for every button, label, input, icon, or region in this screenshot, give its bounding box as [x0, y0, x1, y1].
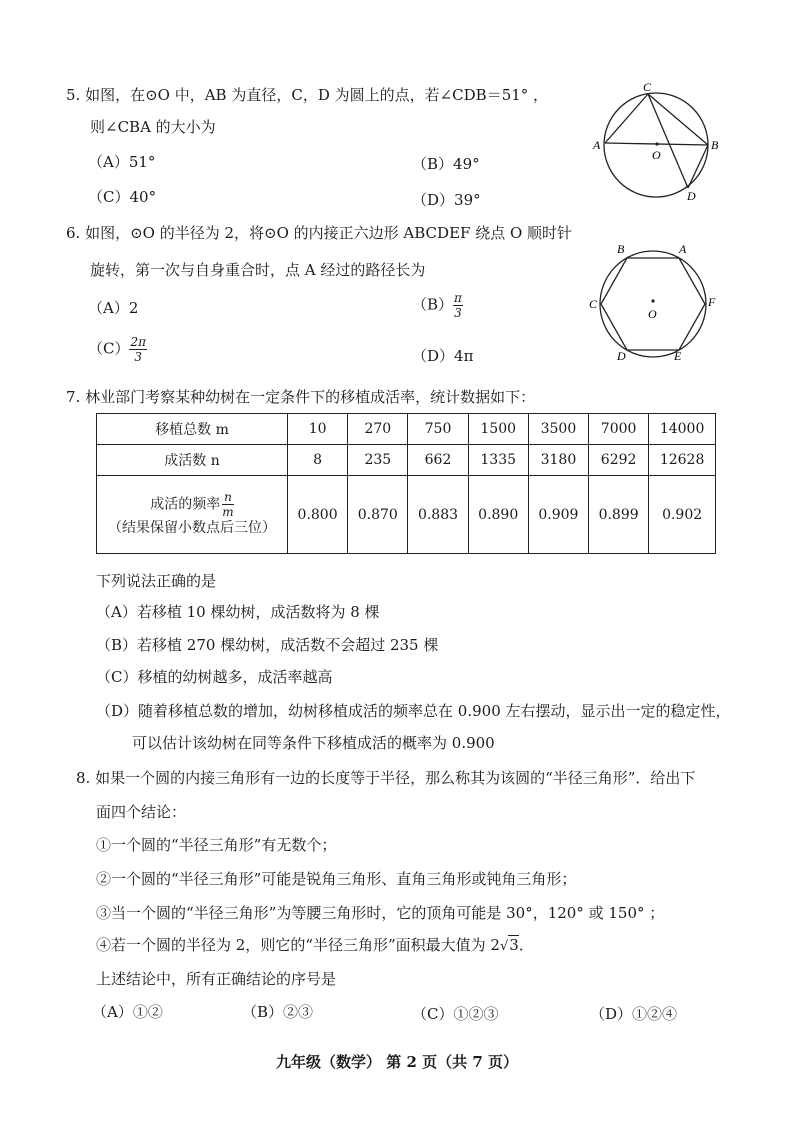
q5-label-o: O	[652, 148, 661, 162]
table-cell: 12628	[649, 445, 716, 476]
q7-option-b[interactable]: （B）若移植 270 棵幼树，成活数不会超过 235 棵	[96, 636, 439, 654]
q5-option-b[interactable]: （B）49°	[412, 155, 480, 173]
table-cell: 10	[288, 414, 348, 445]
q5-circle-figure	[590, 80, 730, 205]
q5-label-b: B	[711, 138, 719, 152]
table-head-survived: 成活数 n	[97, 445, 288, 476]
q5-stem-line1: 5. 如图，在⊙O 中，AB 为直径，C，D 为圆上的点，若∠CDB＝51° ，	[66, 86, 549, 104]
q8-question: 上述结论中，所有正确结论的序号是	[96, 970, 337, 988]
table-cell: 0.870	[348, 476, 408, 554]
table-cell: 1335	[468, 445, 528, 476]
q8-option-c[interactable]: （C）①②③	[412, 1005, 499, 1023]
table-cell: 8	[288, 445, 348, 476]
table-head-frequency: 成活的频率 $\frac{n}{m}$ （结果保留小数点后三位）	[97, 476, 288, 554]
table-row-survived	[97, 445, 716, 476]
q5-stem-line2: 则∠CBA 的大小为	[90, 118, 216, 136]
q6-option-a[interactable]: （A）2	[88, 299, 139, 317]
q6-option-b[interactable]	[412, 292, 463, 319]
q7-question: 下列说法正确的是	[96, 572, 217, 590]
q6-option-d[interactable]: （D）4π	[412, 347, 474, 365]
q8-conclusion-1: ①一个圆的“半径三角形”有无数个；	[96, 836, 337, 854]
q7-option-d-line2: 可以估计该幼树在同等条件下移植成活的概率为 0.900	[132, 734, 495, 752]
q8-option-b[interactable]: （B）②③	[242, 1003, 314, 1021]
q6-label-a: A	[679, 242, 687, 256]
page-footer: 九年级（数学） 第 2 页（共 7 页）	[276, 1053, 518, 1071]
q5-option-d[interactable]: （D）39°	[412, 191, 481, 209]
q6-label-d: D	[617, 349, 626, 363]
table-cell: 14000	[649, 414, 716, 445]
table-cell: 3500	[528, 414, 588, 445]
q5-label-a: A	[593, 138, 601, 152]
q6-label-o: O	[648, 307, 657, 321]
table-cell: 750	[408, 414, 468, 445]
table-cell: 270	[348, 414, 408, 445]
q6-label-f: F	[708, 295, 716, 309]
table-cell: 3180	[528, 445, 588, 476]
q5-label-d: D	[687, 189, 696, 203]
sqrt-radicand: 3	[509, 936, 519, 954]
q8-option-a[interactable]: （A）①②	[92, 1003, 163, 1021]
q6-stem-line1: 6. 如图，⊙O 的半径为 2，将⊙O 的内接正六边形 ABCDEF 绕点 O 顺时针	[66, 224, 573, 242]
q8-conclusion-4: ④若一个圆的半径为 2，则它的“半径三角形”面积最大值为 2√3．	[96, 936, 534, 954]
q7-option-d-line1[interactable]: （D）随着移植总数的增加，幼树移植成活的频率总在 0.900 左右摆动，显示出一定的稳定性，	[96, 702, 731, 720]
q8-conclusion-2: ②一个圆的“半径三角形”可能是锐角三角形、直角三角形或钝角三角形；	[96, 870, 577, 888]
q8-stem-line2: 面四个结论：	[96, 803, 187, 821]
q7-data-table	[96, 413, 716, 554]
q6-label-b: B	[617, 242, 625, 256]
table-cell: 0.902	[649, 476, 716, 554]
table-head-total: 移植总数 m	[97, 414, 288, 445]
q6-option-b-label: （B）	[412, 295, 454, 314]
table-cell: 235	[348, 445, 408, 476]
table-cell: 0.800	[288, 476, 348, 554]
table-cell: 0.883	[408, 476, 468, 554]
q7-option-c[interactable]: （C）移植的幼树越多，成活率越高	[96, 668, 333, 686]
table-cell: 7000	[589, 414, 649, 445]
table-cell: 0.899	[589, 476, 649, 554]
table-cell: 1500	[468, 414, 528, 445]
q5-label-c: C	[643, 80, 652, 94]
q6-stem-line2: 旋转，第一次与自身重合时，点 A 经过的路径长为	[90, 261, 426, 279]
table-row-total	[97, 414, 716, 445]
q6-option-b-fraction: $\frac{\pi}{3}$	[454, 291, 462, 320]
q8-conclusion-3: ③当一个圆的“半径三角形”为等腰三角形时，它的顶角可能是 30°，120° 或 150° ；	[96, 904, 665, 922]
q6-label-c: C	[589, 297, 598, 311]
q6-hexagon-figure	[584, 238, 724, 366]
q6-option-c-fraction: $\frac{2\pi}{3}$	[130, 335, 147, 364]
q5-option-c[interactable]: （C）40°	[88, 188, 157, 206]
q7-stem: 7. 林业部门考察某种幼树在一定条件下的移植成活率，统计数据如下：	[66, 388, 536, 406]
q5-option-a[interactable]: （A）51°	[88, 153, 156, 171]
table-cell: 0.909	[528, 476, 588, 554]
table-cell: 0.890	[468, 476, 528, 554]
q6-label-e: E	[674, 349, 682, 363]
table-cell: 6292	[589, 445, 649, 476]
q7-option-a[interactable]: （A）若移植 10 棵幼树，成活数将为 8 棵	[96, 603, 380, 621]
q6-option-c[interactable]	[88, 336, 147, 363]
table-cell: 662	[408, 445, 468, 476]
q6-option-c-label: （C）	[88, 339, 130, 358]
table-row-frequency	[97, 476, 716, 554]
q8-stem-line1: 8. 如果一个圆的内接三角形有一边的长度等于半径，那么称其为该圆的“半径三角形”．给出下	[76, 769, 696, 787]
q8-option-d[interactable]: （D）①②④	[590, 1005, 678, 1023]
